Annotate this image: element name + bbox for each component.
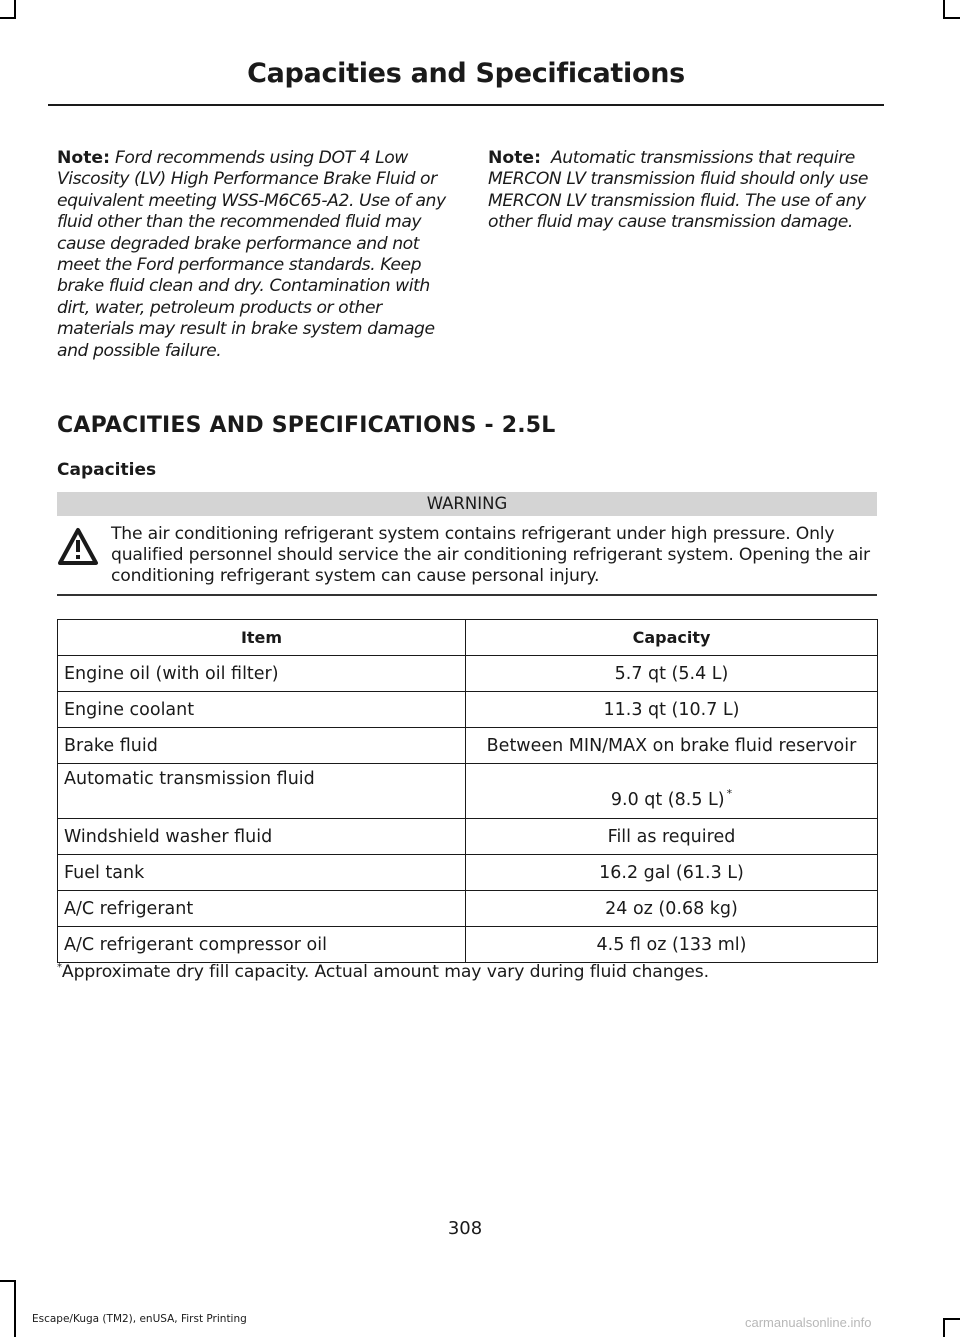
crop-mark (14, 1280, 16, 1337)
table-row (58, 692, 878, 728)
capacity-value: 9.0 qt (8.5 L) (610, 790, 725, 810)
item-cell: Windshield washer fluid (58, 819, 466, 855)
table-header-row (58, 620, 878, 656)
footnote-marker: * (726, 787, 733, 800)
item-cell: Fuel tank (58, 855, 466, 891)
capacity-cell: Fill as required (466, 819, 878, 855)
page-number: 308 (447, 1218, 483, 1239)
capacity-cell: Between MIN/MAX on brake fluid reservoir (466, 728, 878, 764)
item-cell: Brake fluid (58, 728, 466, 764)
capacity-cell (466, 764, 878, 819)
brake-fluid-note (57, 148, 452, 362)
capacity-cell: 24 oz (0.68 kg) (466, 891, 878, 927)
subsection-title: Capacities (57, 460, 157, 480)
item-cell: A/C refrigerant (58, 891, 466, 927)
transmission-fluid-note (488, 148, 883, 234)
item-cell: Engine coolant (58, 692, 466, 728)
section-title: CAPACITIES AND SPECIFICATIONS - 2.5L (57, 413, 556, 438)
table-row (58, 728, 878, 764)
capacity-cell: 4.5 fl oz (133 ml) (466, 927, 878, 963)
table-row (58, 855, 878, 891)
crop-mark (14, 0, 16, 18)
table-row (58, 764, 878, 819)
print-info: Escape/Kuga (TM2), enUSA, First Printing (32, 1313, 247, 1325)
crop-mark (943, 0, 945, 18)
warning-triangle-icon (57, 527, 99, 567)
crop-mark (0, 17, 16, 19)
table-row (58, 656, 878, 692)
capacity-column-header: Capacity (466, 620, 878, 656)
table-row (58, 819, 878, 855)
capacity-cell: 11.3 qt (10.7 L) (466, 692, 878, 728)
crop-mark (943, 17, 960, 19)
note-text: Automatic transmissions that require MERCON LV transmission fluid should only use MERCON LV transmission fluid. The use of any other fluid may cause transmission damage. (488, 148, 869, 233)
note-text: Ford recommends using DOT 4 Low Viscosity (LV) High Performance Brake Fluid or equivalent meeting WSS-M6C65-A2. Use of any fluid other than the recommended fluid may cause degraded brake performance and not meet the Ford performance standards. Keep brake fluid clean and dry. Contamination with dirt, water, petroleum products or other materials may result in brake system damage and possible failure. (57, 148, 446, 361)
note-label: Note: (57, 148, 110, 168)
capacity-cell: 16.2 gal (61.3 L) (466, 855, 878, 891)
crop-mark (943, 1318, 945, 1337)
warning-header: WARNING (57, 492, 877, 516)
capacities-table (57, 619, 878, 963)
item-column-header: Item (58, 620, 466, 656)
crop-mark (943, 1318, 960, 1320)
table-row (58, 927, 878, 963)
table-row (58, 891, 878, 927)
crop-mark (0, 1280, 16, 1282)
note-label: Note: (488, 148, 541, 168)
item-cell: Automatic transmission fluid (58, 764, 466, 819)
warning-divider (57, 594, 877, 596)
header-divider (48, 104, 884, 106)
page-header: Capacities and Specifications (247, 58, 685, 89)
warning-text: The air conditioning refrigerant system contains refrigerant under high pressure. Only qualified personnel should service the air conditioning refrigerant system. Opening the air conditioning refrigerant system can cause personal injury. (111, 524, 870, 587)
footnote-marker: * (57, 962, 62, 973)
watermark-link[interactable]: carmanualsonline.info (745, 1315, 872, 1330)
footnote (57, 962, 709, 982)
capacity-cell: 5.7 qt (5.4 L) (466, 656, 878, 692)
item-cell: A/C refrigerant compressor oil (58, 927, 466, 963)
item-cell: Engine oil (with oil filter) (58, 656, 466, 692)
footnote-text: Approximate dry fill capacity. Actual amount may vary during fluid changes. (61, 962, 709, 982)
